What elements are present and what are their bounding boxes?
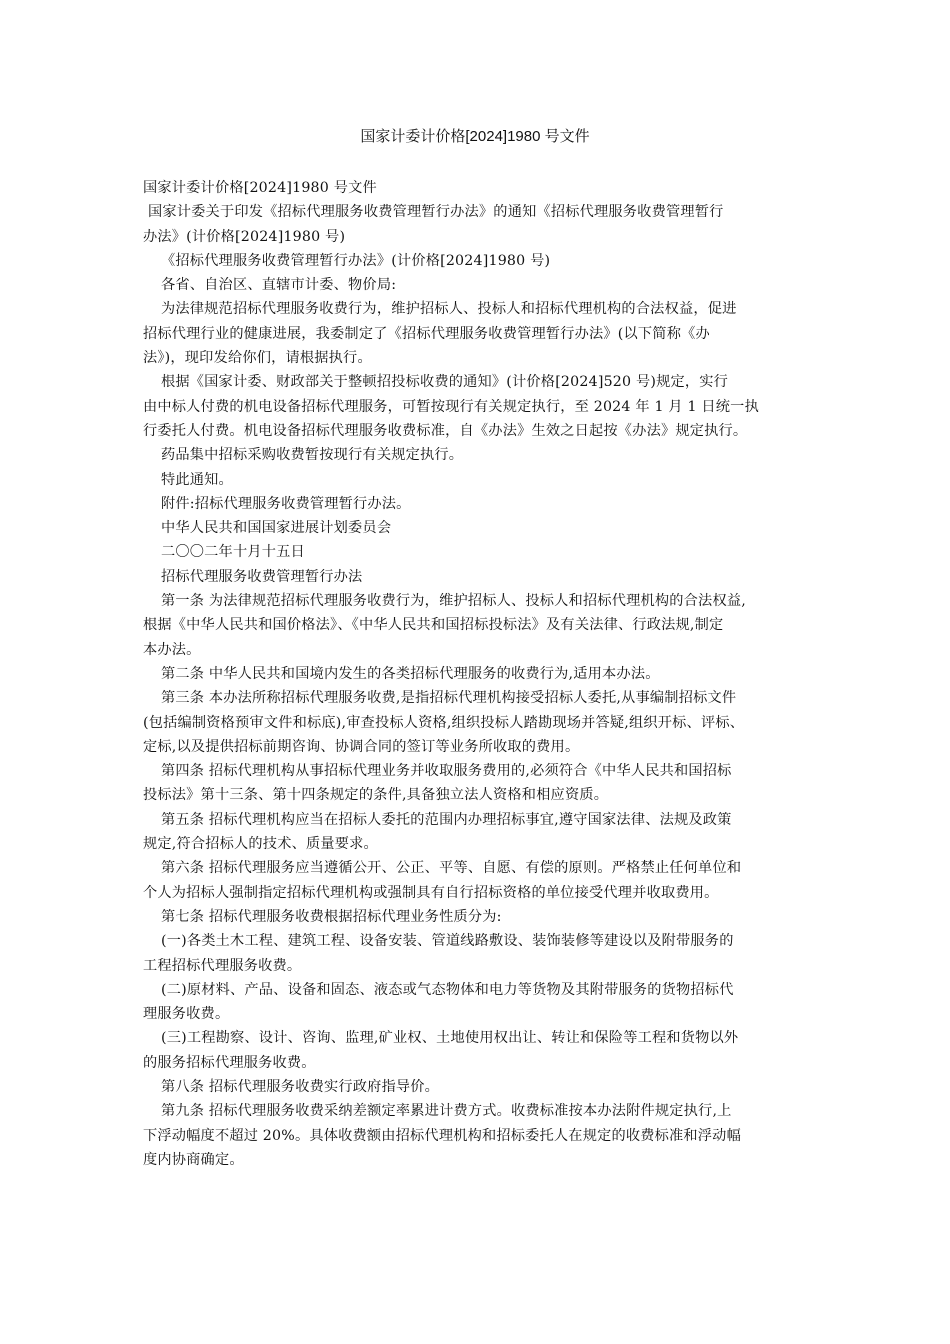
text-line: 度内协商确定。 [143, 1151, 244, 1168]
text-line: 本办法。 [143, 641, 201, 658]
text-line: 根据《国家计委、财政部关于整顿招投标收费的通知》(计价格[2024]520 号)规定，实行 [161, 374, 729, 391]
text-line: 第六条 招标代理服务应当遵循公开、公正、平等、自愿、有偿的原则。严格禁止任何单位和 [161, 860, 742, 877]
text-line: 定标,以及提供招标前期咨询、协调合同的签订等业务所收取的费用。 [143, 738, 580, 755]
text-line: 第五条 招标代理机构应当在招标人委托的范围内办理招标事宜,遵守国家法律、法规及政策 [161, 811, 732, 828]
text-line: 附件:招标代理服务收费管理暂行办法。 [161, 495, 411, 512]
text-line: 二〇〇二年十月十五日 [161, 544, 305, 561]
text-line: (一)各类土木工程、建筑工程、设备安装、管道线路敷设、装饰装修等建设以及附带服务的 [161, 933, 734, 950]
text-line: 第八条 招标代理服务收费实行政府指导价。 [161, 1078, 440, 1095]
text-line: 工程招标代理服务收费。 [143, 957, 302, 974]
text-line: 第九条 招标代理服务收费采纳差额定率累进计费方式。收费标准按本办法附件规定执行,上 [161, 1103, 732, 1120]
text-line: 药品集中招标采购收费暂按现行有关规定执行。 [161, 447, 464, 464]
text-line: 招标代理行业的健康进展，我委制定了《招标代理服务收费管理暂行办法》(以下简称《办 [143, 325, 710, 342]
text-line: 投标法》第十三条、第十四条规定的条件,具备独立法人资格和相应资质。 [143, 787, 609, 804]
text-line: 《招标代理服务收费管理暂行办法》(计价格[2024]1980 号) [161, 252, 551, 269]
text-line: 第四条 招标代理机构从事招标代理业务并收取服务费用的,必须符合《中华人民共和国招标 [161, 763, 732, 780]
text-line: 第三条 本办法所称招标代理服务收费,是指招标代理机构接受招标人委托,从事编制招标文件 [161, 690, 737, 707]
text-line: 国家计委关于印发《招标代理服务收费管理暂行办法》的通知《招标代理服务收费管理暂行 [148, 204, 724, 221]
text-line: 为法律规范招标代理服务收费行为，维护招标人、投标人和招标代理机构的合法权益，促进 [161, 301, 737, 318]
text-line: 根据《中华人民共和国价格法》、《中华人民共和国招标投标法》及有关法律、行政法规,制定 [143, 617, 724, 634]
text-line: 行委托人付费。机电设备招标代理服务收费标准，自《办法》生效之日起按《办法》规定执行。 [143, 422, 748, 439]
document-body [143, 176, 823, 1172]
text-line: 国家计委计价格[2024]1980 号文件 [143, 180, 377, 196]
text-line: 第七条 招标代理服务收费根据招标代理业务性质分为: [161, 908, 502, 925]
text-line: 的服务招标代理服务收费。 [143, 1054, 316, 1071]
text-line: 招标代理服务收费管理暂行办法 [161, 568, 363, 585]
text-line: 规定,符合招标人的技术、质量要求。 [143, 836, 378, 853]
text-line: 理服务收费。 [143, 1006, 230, 1023]
text-line: 法》)，现印发给你们，请根据执行。 [143, 350, 372, 367]
text-line: 各省、自治区、直辖市计委、物价局: [161, 277, 397, 294]
text-line: 第二条 中华人民共和国境内发生的各类招标代理服务的收费行为,适用本办法。 [161, 665, 660, 682]
text-line: 由中标人付费的机电设备招标代理服务，可暂按现行有关规定执行，至 2024 年 1 月 1 日统一执 [143, 398, 759, 415]
text-line: 特此通知。 [161, 471, 233, 488]
text-line: (包括编制资格预审文件和标底),审查投标人资格,组织投标人踏勘现场并答疑,组织开标、评标、 [143, 714, 745, 731]
text-line: 个人为招标人强制指定招标代理机构或强制具有自行招标资格的单位接受代理并收取费用。 [143, 884, 719, 901]
text-line: 中华人民共和国国家进展计划委员会 [161, 520, 392, 537]
text-line: 下浮动幅度不超过 20%。具体收费额由招标代理机构和招标委托人在规定的收费标准和浮动幅 [143, 1127, 741, 1144]
text-line: (二)原材料、产品、设备和固态、液态或气态物体和电力等货物及其附带服务的货物招标代 [161, 981, 734, 998]
text-line: 办法》(计价格[2024]1980 号) [143, 228, 346, 245]
text-line: (三)工程勘察、设计、咨询、监理,矿业权、土地使用权出让、转让和保险等工程和货物以外 [161, 1030, 739, 1047]
document-title: 国家计委计价格[2024]1980 号文件 [360, 128, 590, 145]
text-line: 第一条 为法律规范招标代理服务收费行为，维护招标人、投标人和招标代理机构的合法权益, [161, 593, 746, 610]
